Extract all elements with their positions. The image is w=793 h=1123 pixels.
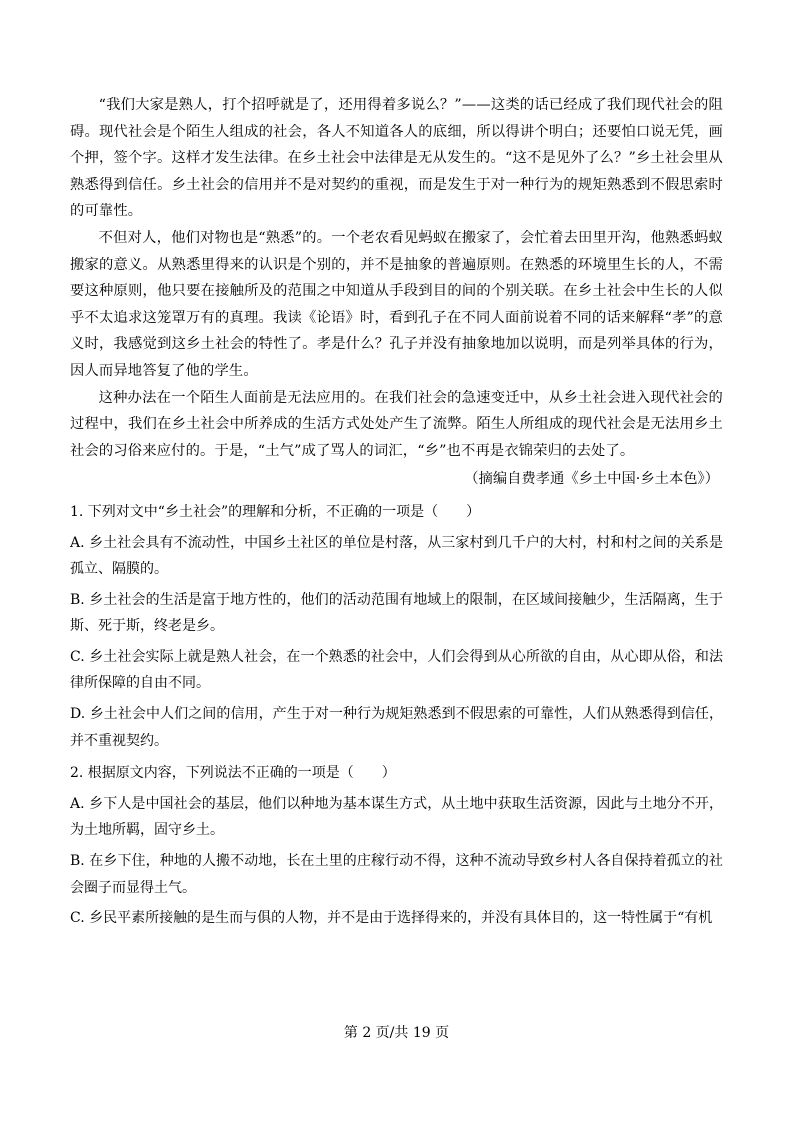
question-2-option-a: A. 乡下人是中国社会的基层，他们以种地为基本谋生方式，从土地中获取生活资源，因此与土地分不开，为土地所羁，固守乡土。 xyxy=(70,795,723,839)
question-2-option-c: C. 乡民平素所接触的是生而与俱的人物，并不是由于选择得来的，并没有具体目的，这一特性属于“有机 xyxy=(70,910,713,927)
passage-paragraph-1: “我们大家是熟人，打个招呼就是了，还用得着多说么？”——这类的话已经成了我们现代社会的阻碍。现代社会是个陌生人组成的社会，各人不知道各人的底细，所以得讲个明白；还要怕口说无凭，画个押，签个字。这样才发生法律。在乡土社会中法律是无从发生的。“这不是见外了么？”乡土社会里从熟悉得到信任。乡土社会的信用并不是对契约的重视，而是发生于对一种行为的规矩熟悉到不假思索时的可靠性。 xyxy=(70,97,723,220)
document-page xyxy=(70,92,723,932)
question-1-option-d: D. 乡土社会中人们之间的信用，产生于对一种行为规矩熟悉到不假思索的可靠性，人们从熟悉得到信任，并不重视契约。 xyxy=(70,706,723,749)
question-1-option-a: A. 乡土社会具有不流动性，中国乡土社区的单位是村落，从三家村到几千户的大村，村和村之间的关系是孤立、隔膜的。 xyxy=(70,534,723,578)
question-1-stem: 1. 下列对文中“乡土社会”的理解和分析，不正确的一项是（ ） xyxy=(70,503,481,520)
page-number-footer: 第 2 页/共 19 页 xyxy=(343,1025,450,1041)
question-1-option-b: B. 乡土社会的生活是富于地方性的，他们的活动范围有地域上的限制，在区域间接触少，生活隔离，生于斯、死于斯，终老是乡。 xyxy=(70,591,723,635)
question-2-stem: 2. 根据原文内容，下列说法不正确的一项是（ ） xyxy=(70,765,396,782)
passage-source: （摘编自费孝通《乡土中国·乡土本色》） xyxy=(464,471,719,488)
passage-paragraph-3: 这种办法在一个陌生人面前是无法应用的。在我们社会的急速变迁中，从乡土社会进入现代社会的过程中，我们在乡土社会中所养成的生活方式处处产生了流弊。陌生人所组成的现代社会是无法用乡土社会的习俗来应付的。于是，“土气”成了骂人的词汇，“乡”也不再是衣锦荣归的去处了。 xyxy=(70,389,723,459)
question-2 xyxy=(70,760,723,932)
question-1-option-c: C. 乡土社会实际上就是熟人社会，在一个熟悉的社会中，人们会得到从心所欲的自由，从心即从俗，和法律所保障的自由不同。 xyxy=(70,648,723,692)
question-2-option-b: B. 在乡下住，种地的人搬不动地，长在土里的庄稼行动不得，这种不流动导致乡村人各自保持着孤立的社会圈子而显得土气。 xyxy=(70,853,723,896)
passage-paragraph-2: 不但对人，他们对物也是“熟悉”的。一个老农看见蚂蚁在搬家了，会忙着去田里开沟，他熟悉蚂蚁搬家的意义。从熟悉里得来的认识是个别的，并不是抽象的普遍原则。在熟悉的环境里生长的人，不需要这种原则，他只要在接触所及的范围之中知道从手段到目的间的个别关联。在乡土社会中生长的人似乎不太追求这笼罩万有的真理。我读《论语》时，看到孔子在不同人面前说着不同的话来解释“孝”的意义时，我感觉到这乡土社会的特性了。孝是什么？孔子并没有抽象地加以说明，而是列举具体的行为，因人而异地答复了他的学生。 xyxy=(70,229,723,379)
question-1 xyxy=(70,499,723,754)
